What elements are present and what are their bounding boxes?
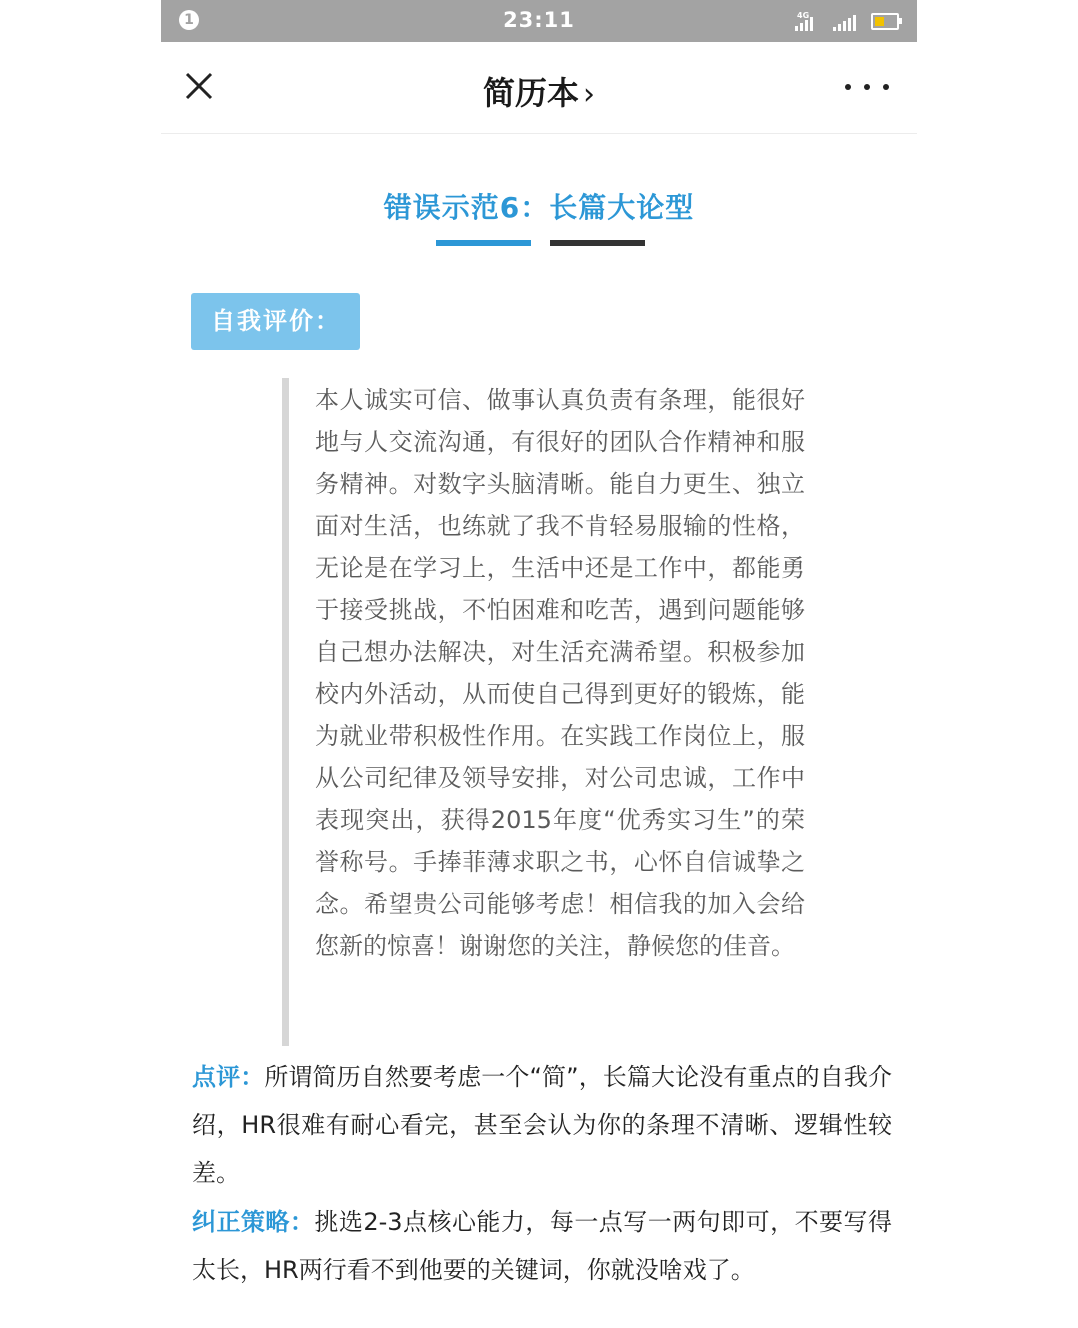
network-type-label: 4G <box>797 11 810 20</box>
heading-underline-dark <box>550 240 645 246</box>
strategy-label: 纠正策略： <box>192 1208 315 1236</box>
page-title: 简历本 <box>482 74 579 112</box>
cell-signal-icon <box>833 13 861 31</box>
notification-badge-icon: 1 <box>179 10 199 30</box>
more-button[interactable] <box>845 72 889 102</box>
status-time: 23:11 <box>503 8 575 32</box>
self-evaluation-label: 自我评价： <box>191 293 360 350</box>
more-dot-icon <box>883 84 889 90</box>
chevron-right-icon: › <box>583 77 595 112</box>
comment-label: 点评： <box>192 1063 265 1091</box>
nav-title-link[interactable] <box>161 68 917 114</box>
status-indicators <box>795 11 899 31</box>
nav-bar <box>161 42 917 134</box>
more-dot-icon <box>864 84 870 90</box>
heading-underline-blue <box>436 240 531 246</box>
strategy-paragraph <box>192 1198 892 1294</box>
4g-signal-icon <box>795 13 823 31</box>
battery-icon <box>871 13 899 30</box>
phone-screen <box>161 0 917 1328</box>
section-heading: 错误示范6：长篇大论型 <box>383 191 695 224</box>
strategy-text: 挑选2-3点核心能力，每一点写一两句即可，不要写得太长，HR两行看不到他要的关键词，你就没啥戏了。 <box>192 1208 892 1284</box>
comment-paragraph <box>192 1053 892 1197</box>
quote-bar <box>282 378 289 1046</box>
comment-text: 所谓简历自然要考虑一个“简”，长篇大论没有重点的自我介绍，HR很难有耐心看完，甚至会认为你的条理不清晰、逻辑性较差。 <box>192 1063 892 1187</box>
status-bar <box>161 0 917 42</box>
quote-text: 本人诚实可信、做事认真负责有条理，能很好地与人交流沟通，有很好的团队合作精神和服务精神。对数字头脑清晰。能自力更生、独立面对生活，也练就了我不肯轻易服输的性格，无论是在学习上，生活中还是工作中，都能勇于接受挑战，不怕困难和吃苦，遇到问题能够自己想办法解决，对生活充满希望。积极参加校内外活动，从而使自己得到更好的锻炼，能为就业带积极性作用。在实践工作岗位上，服从公司纪律及领导安排，对公司忠诚，工作中表现突出，获得2015年度“优秀实习生”的荣誉称号。手捧菲薄求职之书，心怀自信诚挚之念。希望贵公司能够考虑！相信我的加入会给您新的惊喜！谢谢您的关注，静候您的佳音。 <box>315 386 805 960</box>
more-dot-icon <box>845 84 851 90</box>
